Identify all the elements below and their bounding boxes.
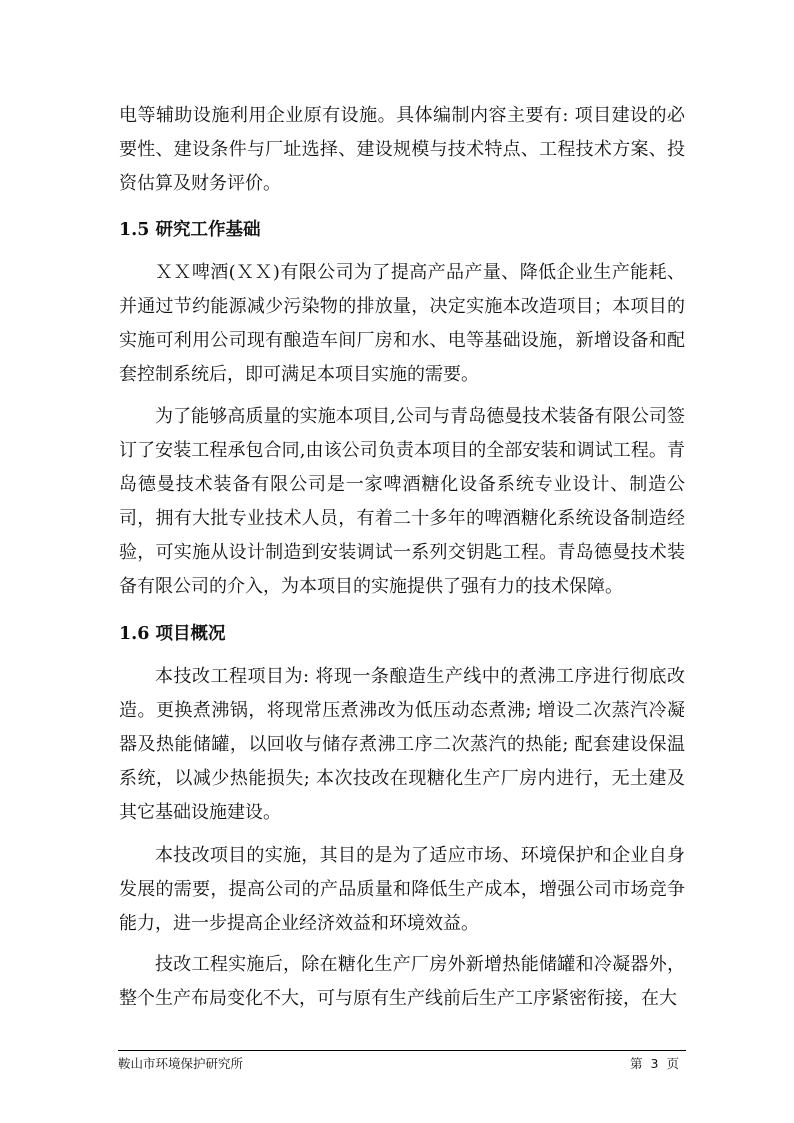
paragraph-contractor: 为了能够高质量的实施本项目,公司与青岛德曼技术装备有限公司签订了安装工程承包合同,由该公司负责本项目的全部安装和调试工程。青岛德曼技术装备有限公司是一家啤酒糖化设备系统专业设计、制造公司，拥有大批专业技术人员，有着二十多年的啤酒糖化系统设备制造经验，可实施从设计制造到安装调试一系列交钥匙工程。青岛德曼技术装备有限公司的介入，为本项目的实施提供了强有力的技术保障。: [119, 406, 685, 597]
footer-page-number: [628, 1054, 681, 1072]
footer-organization: 鞍山市环境保护研究所: [118, 1056, 244, 1071]
section-heading-1-5: 1.5 研究工作基础: [119, 220, 261, 240]
paragraph-intro: 电等辅助设施利用企业原有设施。具体编制内容主要有: 项目建设的必要性、建设条件与厂址选择、建设规模与技术特点、工程技术方案、投资估算及财务评价。: [119, 105, 685, 194]
page-number: 3: [650, 1056, 659, 1071]
paragraph-project-overview: 本技改工程项目为: 将现一条酿造生产线中的煮沸工序进行彻底改造。更换煮沸锅，将现常压煮沸改为低压动态煮沸; 增设二次蒸汽冷凝器及热能储罐，以回收与储存煮沸工序二次蒸汽的热能; 配套建设保温系统，以减少热能损失; 本次技改在现糖化生产厂房内进行，无土建及其它基础设施建设。: [119, 666, 685, 823]
paragraph-research-basis: ＸＸ啤酒(ＸＸ)有限公司为了提高产品产量、降低企业生产能耗、并通过节约能源减少污染物的排放量，决定实施本改造项目；本项目的实施可利用公司现有酿造车间厂房和水、电等基础设施，新增设备和配套控制系统后，即可满足本项目实施的需要。: [119, 262, 685, 385]
page-prefix: 第: [630, 1056, 643, 1071]
footer-divider: [118, 1050, 686, 1051]
page-suffix: 页: [666, 1056, 679, 1071]
paragraph-project-purpose: 本技改项目的实施，其目的是为了适应市场、环境保护和企业自身发展的需要，提高公司的产品质量和降低生产成本，增强公司市场竞争能力，进一步提高企业经济效益和环境效益。: [119, 845, 685, 934]
paragraph-after-implementation: 技改工程实施后，除在糖化生产厂房外新增热能储罐和冷凝器外，整个生产布局变化不大，可与原有生产线前后生产工序紧密衔接，在大: [119, 954, 685, 1009]
section-heading-1-6: 1.6 项目概况: [119, 624, 226, 644]
